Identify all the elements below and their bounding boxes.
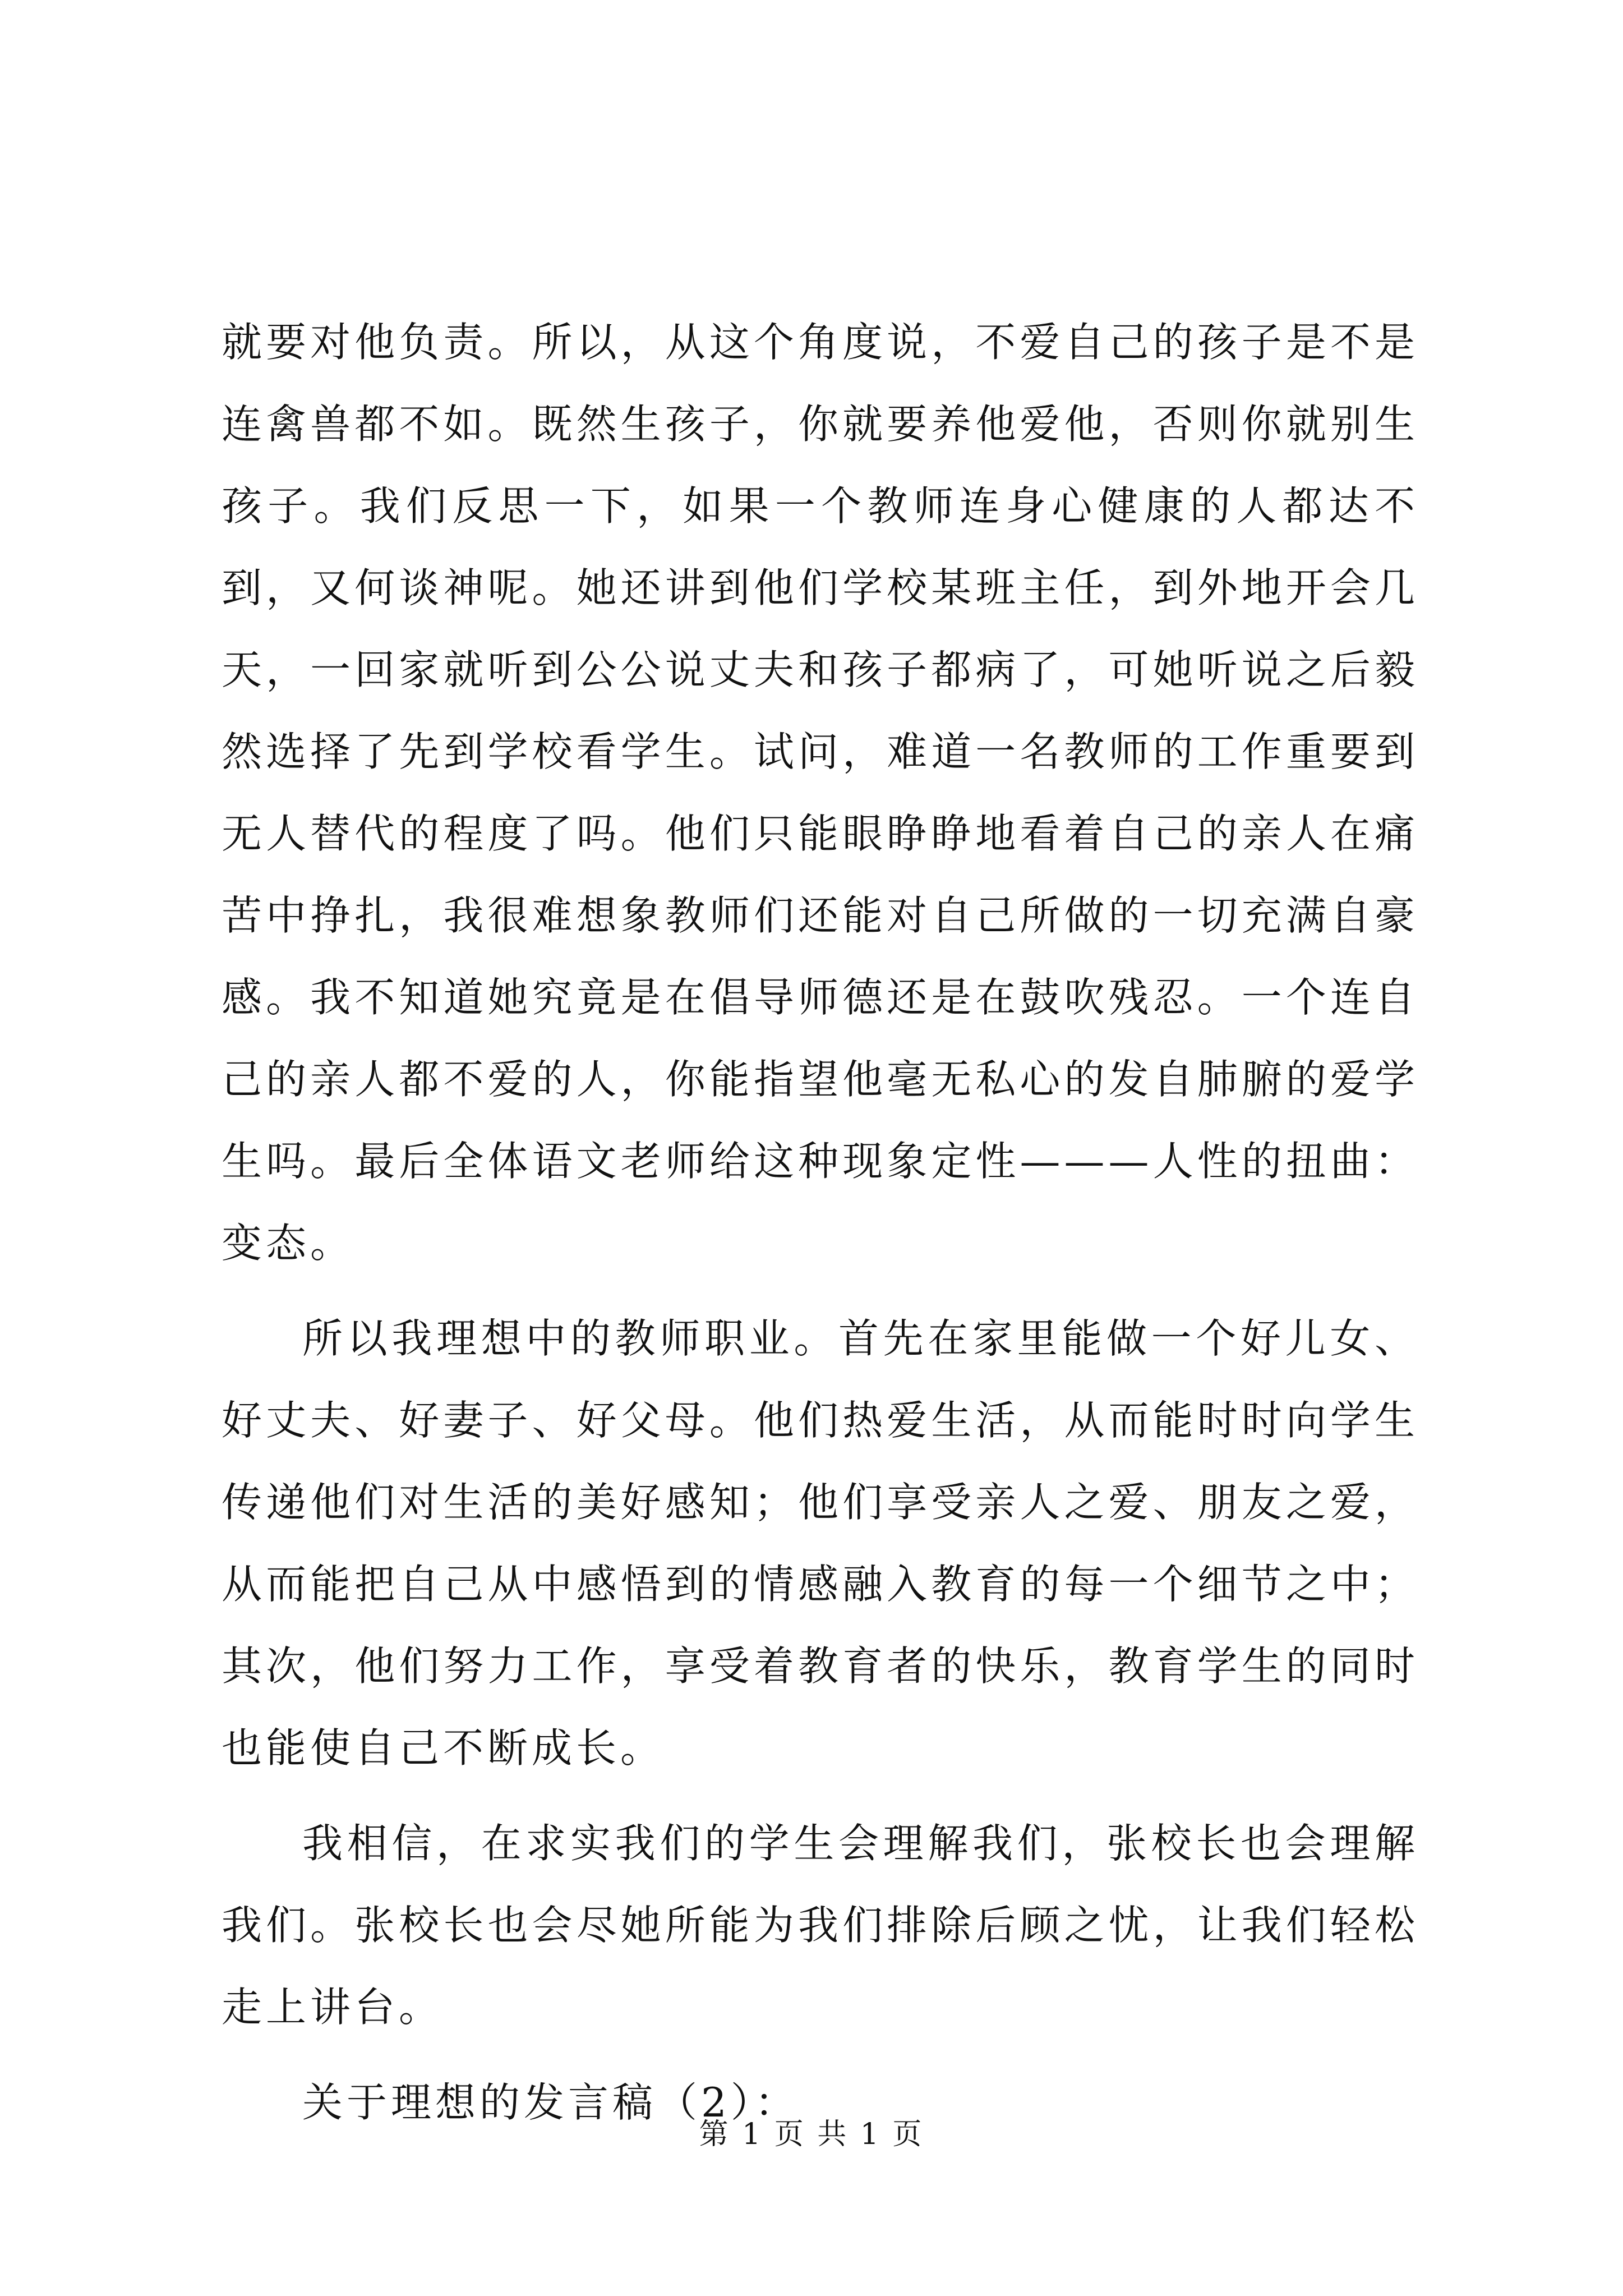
page-number-label: 第 1 页 共 1 页 <box>699 2118 924 2151</box>
page-footer <box>0 2115 1623 2154</box>
document-body <box>222 301 1419 2143</box>
paragraph-continuation: 就要对他负责。所以，从这个角度说，不爱自己的孩子是不是连禽兽都不如。既然生孩子，你就要养他爱他，否则你就别生孩子。我们反思一下，如果一个教师连身心健康的人都达不到，又何谈神呢。她还讲到他们学校某班主任，到外地开会几天，一回家就听到公公说丈夫和孩子都病了，可她听说之后毅然选择了先到学校看学生。试问，难道一名教师的工作重要到无人替代的程度了吗。他们只能眼睁睁地看着自己的亲人在痛苦中挣扎，我很难想象教师们还能对自己所做的一切充满自豪感。我不知道她究竟是在倡导师德还是在鼓吹残忍。一个连自己的亲人都不爱的人，你能指望他毫无私心的发自肺腑的爱学生吗。最后全体语文老师给这种现象定性———人性的扭曲：变态。 <box>222 319 1419 1267</box>
paragraph-belief: 我相信，在求实我们的学生会理解我们，张校长也会理解我们。张校长也会尽她所能为我们排除后顾之忧，让我们轻松走上讲台。 <box>222 1820 1419 2031</box>
paragraph-ideal-teacher: 所以我理想中的教师职业。首先在家里能做一个好儿女、好丈夫、好妻子、好父母。他们热爱生活，从而能时时向学生传递他们对生活的美好感知；他们享受亲人之爱、朋友之爱，从而能把自己从中感悟到的情感融入教育的每一个细节之中；其次，他们努力工作，享受着教育者的快乐，教育学生的同时也能使自己不断成长。 <box>222 1315 1419 1772</box>
paragraph-section-heading: 关于理想的发言稿（2）： <box>302 2079 799 2126</box>
